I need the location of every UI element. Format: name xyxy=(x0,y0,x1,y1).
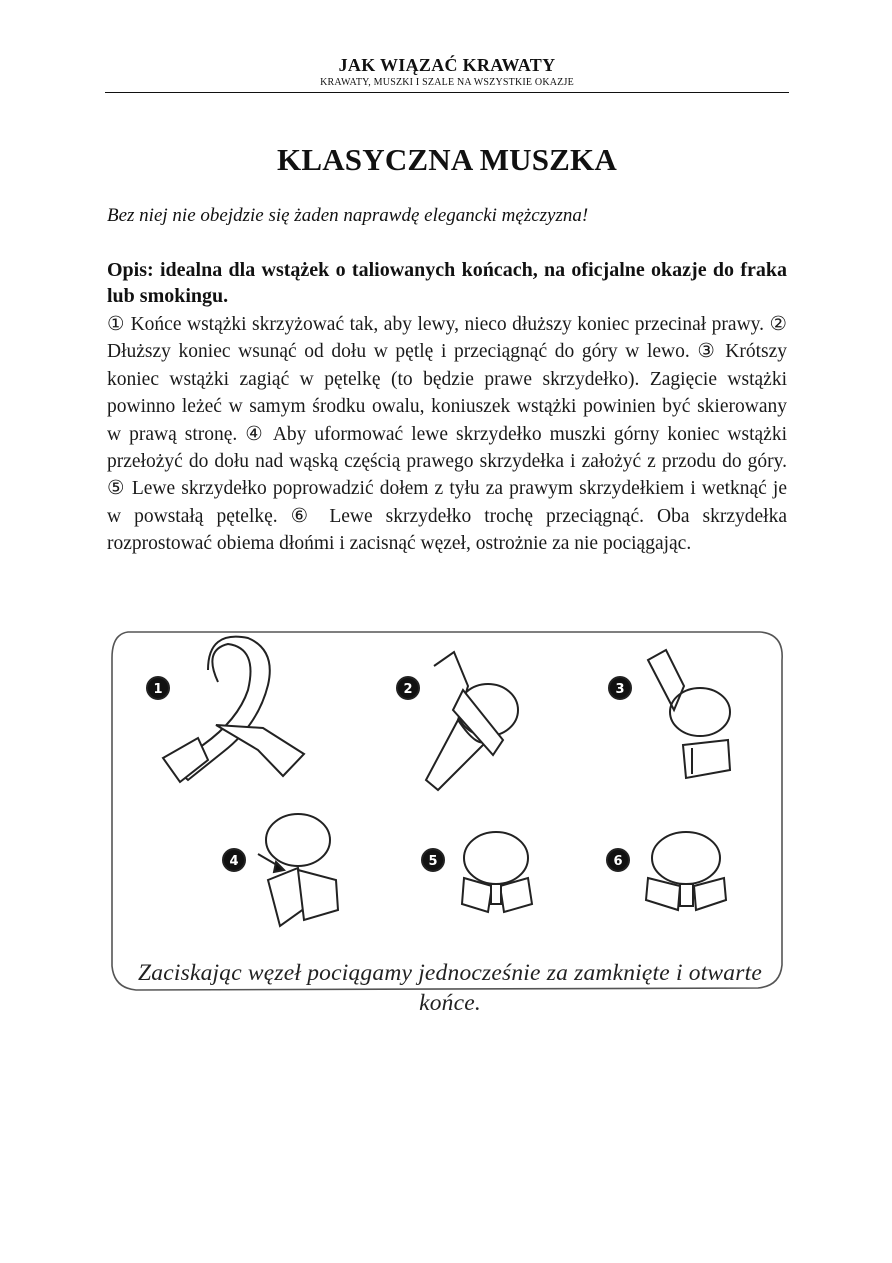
header-divider xyxy=(105,92,789,93)
step-5-number: 5 xyxy=(428,854,438,869)
illustration-drawing xyxy=(108,630,788,1002)
step-1-figure xyxy=(147,637,304,782)
step-4-figure xyxy=(223,814,338,926)
step-2-number: 2 xyxy=(403,682,413,697)
step-6-figure xyxy=(607,832,726,910)
step-4-number: 4 xyxy=(229,854,239,869)
page-title: KLASYCZNA MUSZKA xyxy=(277,142,617,177)
step-1-number: 1 xyxy=(153,682,163,697)
step-5-figure xyxy=(422,832,532,912)
header-subtitle: KRAWATY, MUSZKI I SZALE NA WSZYSTKIE OKAZJE xyxy=(320,77,574,88)
description-heading: Opis: idealna dla wstążek o taliowanych końcach, na oficjalne okazje do fraka lub smokingu. xyxy=(107,259,787,307)
page-header xyxy=(105,55,789,89)
bow-tie-illustration xyxy=(108,630,788,1002)
motto: Bez niej nie obejdzie się żaden naprawdę elegancki mężczyzna! xyxy=(107,205,589,226)
step-3-number: 3 xyxy=(615,682,625,697)
header-title: JAK WIĄZAĆ KRAWATY xyxy=(338,55,556,75)
illustration-caption: Zaciskając węzeł pociągamy jednocześnie za zamknięte i otwarte końce. xyxy=(138,960,762,1016)
step-2-figure xyxy=(397,652,518,790)
step-6-number: 6 xyxy=(613,854,623,869)
step-3-figure xyxy=(609,650,730,778)
instructions-text: ① Końce wstążki skrzyżować tak, aby lewy, nieco dłuższy koniec przecinał prawy. ② Dłuższy koniec wsunąć od dołu w pętlę i przeciągnąć do góry w lewo. ③ Krótszy koniec wstążki zagiąć w pętelkę (to będzie prawe skrzydełko). Zagięcie wstążki powinno leżeć w samym środku owalu, koniuszek wstążki powinien być skierowany w prawą stronę. ④ Aby uformować lewe skrzydełko muszki górny koniec wstążki przełożyć do dołu nad wąską częścią prawego skrzydełka i założyć z przodu do góry. ⑤ Lewe skrzydełko poprowadzić dołem z tyłu za prawym skrzydełkiem i wetknąć je w powstałą pętelkę. ⑥ Lewe skrzydełko trochę przeciągnąć. Oba skrzydełka rozprostować obiema dłońmi i zacisnąć węzeł, ostrożnie za nie pociągając. xyxy=(107,314,787,555)
